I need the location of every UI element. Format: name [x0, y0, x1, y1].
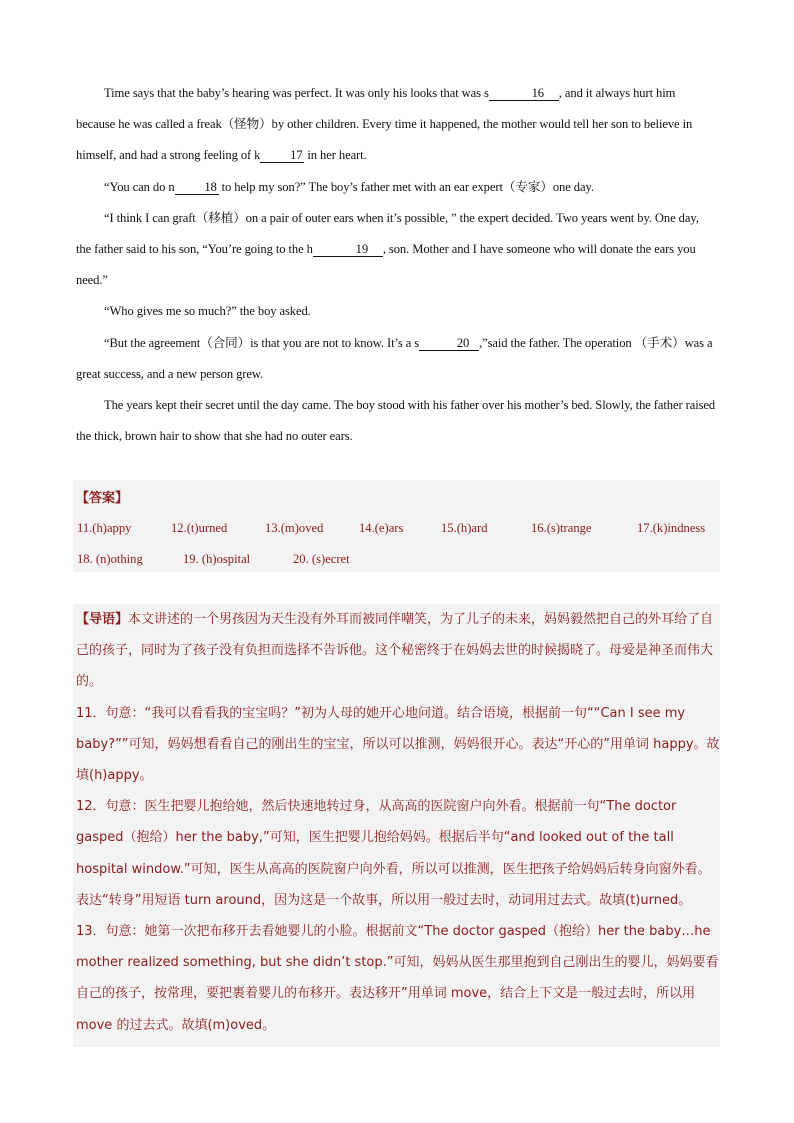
passage-paragraph-5	[76, 328, 716, 390]
passage-paragraph-6: The years kept their secret until the day came. The boy stood with his father over his mother’s bed. Slowly, the father raised the thick, brown hair to show that she had no outer ears.	[76, 398, 716, 444]
passage-text: “You can do n	[104, 179, 175, 194]
answer-item: 11.(h)appy	[77, 521, 132, 535]
passage-text: , son. Mother and I have someone who will donate the ears you need.”	[76, 242, 696, 288]
passage-text: Time says that the baby’s hearing was perfect. It was only his looks that was s	[104, 86, 489, 100]
analysis-q11: 11．句意：“我可以看看我的宝宝吗？”初为人母的她开心地问道。结合语境，根据前一句““Can I see my baby?””可知，妈妈想看看自己的刚出生的宝宝，所以可以推测，妈妈很开心。表达“开心的”用单词 happy。故填(h)appy。	[76, 705, 720, 784]
analysis-intro	[76, 604, 720, 698]
answer-item: 16.(s)trange	[531, 521, 592, 535]
analysis-section	[73, 604, 720, 1047]
analysis-q13: 13．句意：她第一次把布移开去看她婴儿的小脸。根据前文“The doctor gasped（抱给）her the baby…he mother realized something, but she didn’t stop.”可知，妈妈从医生那里抱到自己刚出生的婴儿，妈妈要看自己的孩子，按常理，要把裹着婴儿的布移开。表达移开”用单词 move，结合上下文是一般过去时，所以用 move 的过去式。故填(m)oved。	[76, 924, 719, 1033]
answer-row-1	[77, 521, 705, 536]
blank-16: 16	[489, 86, 559, 101]
answer-item: 15.(h)ard	[441, 521, 488, 535]
passage-text: in her heart.	[304, 148, 367, 163]
answer-section	[73, 480, 720, 572]
passage-text: “I think I can graft（移植）on a pair of outer ears when it’s possible, ” the expert decided. Two years went by. One day, the father said to his son, “You’re going to the h	[76, 210, 699, 257]
passage-paragraph-3	[76, 203, 716, 297]
cloze-passage	[76, 78, 716, 452]
intro-label: 【导语】	[76, 612, 129, 627]
passage-text: , and it always hurt him because he was called a freak（怪物）by other children. Every time it happened, the mother would tell her son to believe in himself, and had a strong feeling of k	[76, 86, 693, 163]
passage-text: ,”said the father. The operation （手术）was a great success, and a new person grew.	[76, 335, 713, 381]
answer-item: 17.(k)indness	[637, 521, 706, 535]
answer-row-2	[77, 552, 350, 567]
intro-text: 本文讲述的一个男孩因为天生没有外耳而被同伴嘲笑，为了儿子的未来，妈妈毅然把自己的外耳给了自己的孩子，同时为了孩子没有负担而选择不告诉他。这个秘密终于在妈妈去世的时候揭晓了。母爱是神圣而伟大的。	[76, 612, 714, 690]
passage-text: to help my son?” The boy’s father met with an ear expert（专家）one day.	[218, 179, 594, 194]
answer-item: 18. (n)othing	[77, 552, 143, 566]
passage-paragraph-4: “Who gives me so much?” the boy asked.	[104, 304, 311, 319]
blank-17: 17	[260, 148, 304, 163]
blank-20: 20	[419, 336, 479, 351]
answer-title: 【答案】	[76, 491, 129, 506]
passage-text: “But the agreement（合同）is that you are not to know. It’s a s	[104, 335, 420, 350]
analysis-q12: 12．句意：医生把婴儿抱给她，然后快速地转过身，从高高的医院窗户向外看。根据前一句“The doctor gasped（抱给）her the baby,”可知，医生把婴儿抱给妈妈。根据后半句“and looked out of the tall hospital window.”可知，医生从高高的医院窗户向外看，所以可以推测，医生把孩子给妈妈后转身向窗外看。表达“转身”用短语 turn around，因为这是一个故事，所以用一般过去时，动词用过去式。故填(t)urned。	[76, 799, 711, 908]
answer-item: 20. (s)ecret	[293, 552, 350, 566]
answer-item: 12.(t)urned	[171, 521, 228, 535]
blank-19: 19	[313, 242, 383, 257]
passage-paragraph-2	[76, 172, 716, 203]
answer-item: 14.(e)ars	[359, 521, 404, 535]
passage-paragraph-1	[76, 78, 716, 172]
blank-18: 18	[175, 180, 219, 195]
answer-item: 19. (h)ospital	[183, 552, 251, 566]
answer-item: 13.(m)oved	[265, 521, 324, 535]
